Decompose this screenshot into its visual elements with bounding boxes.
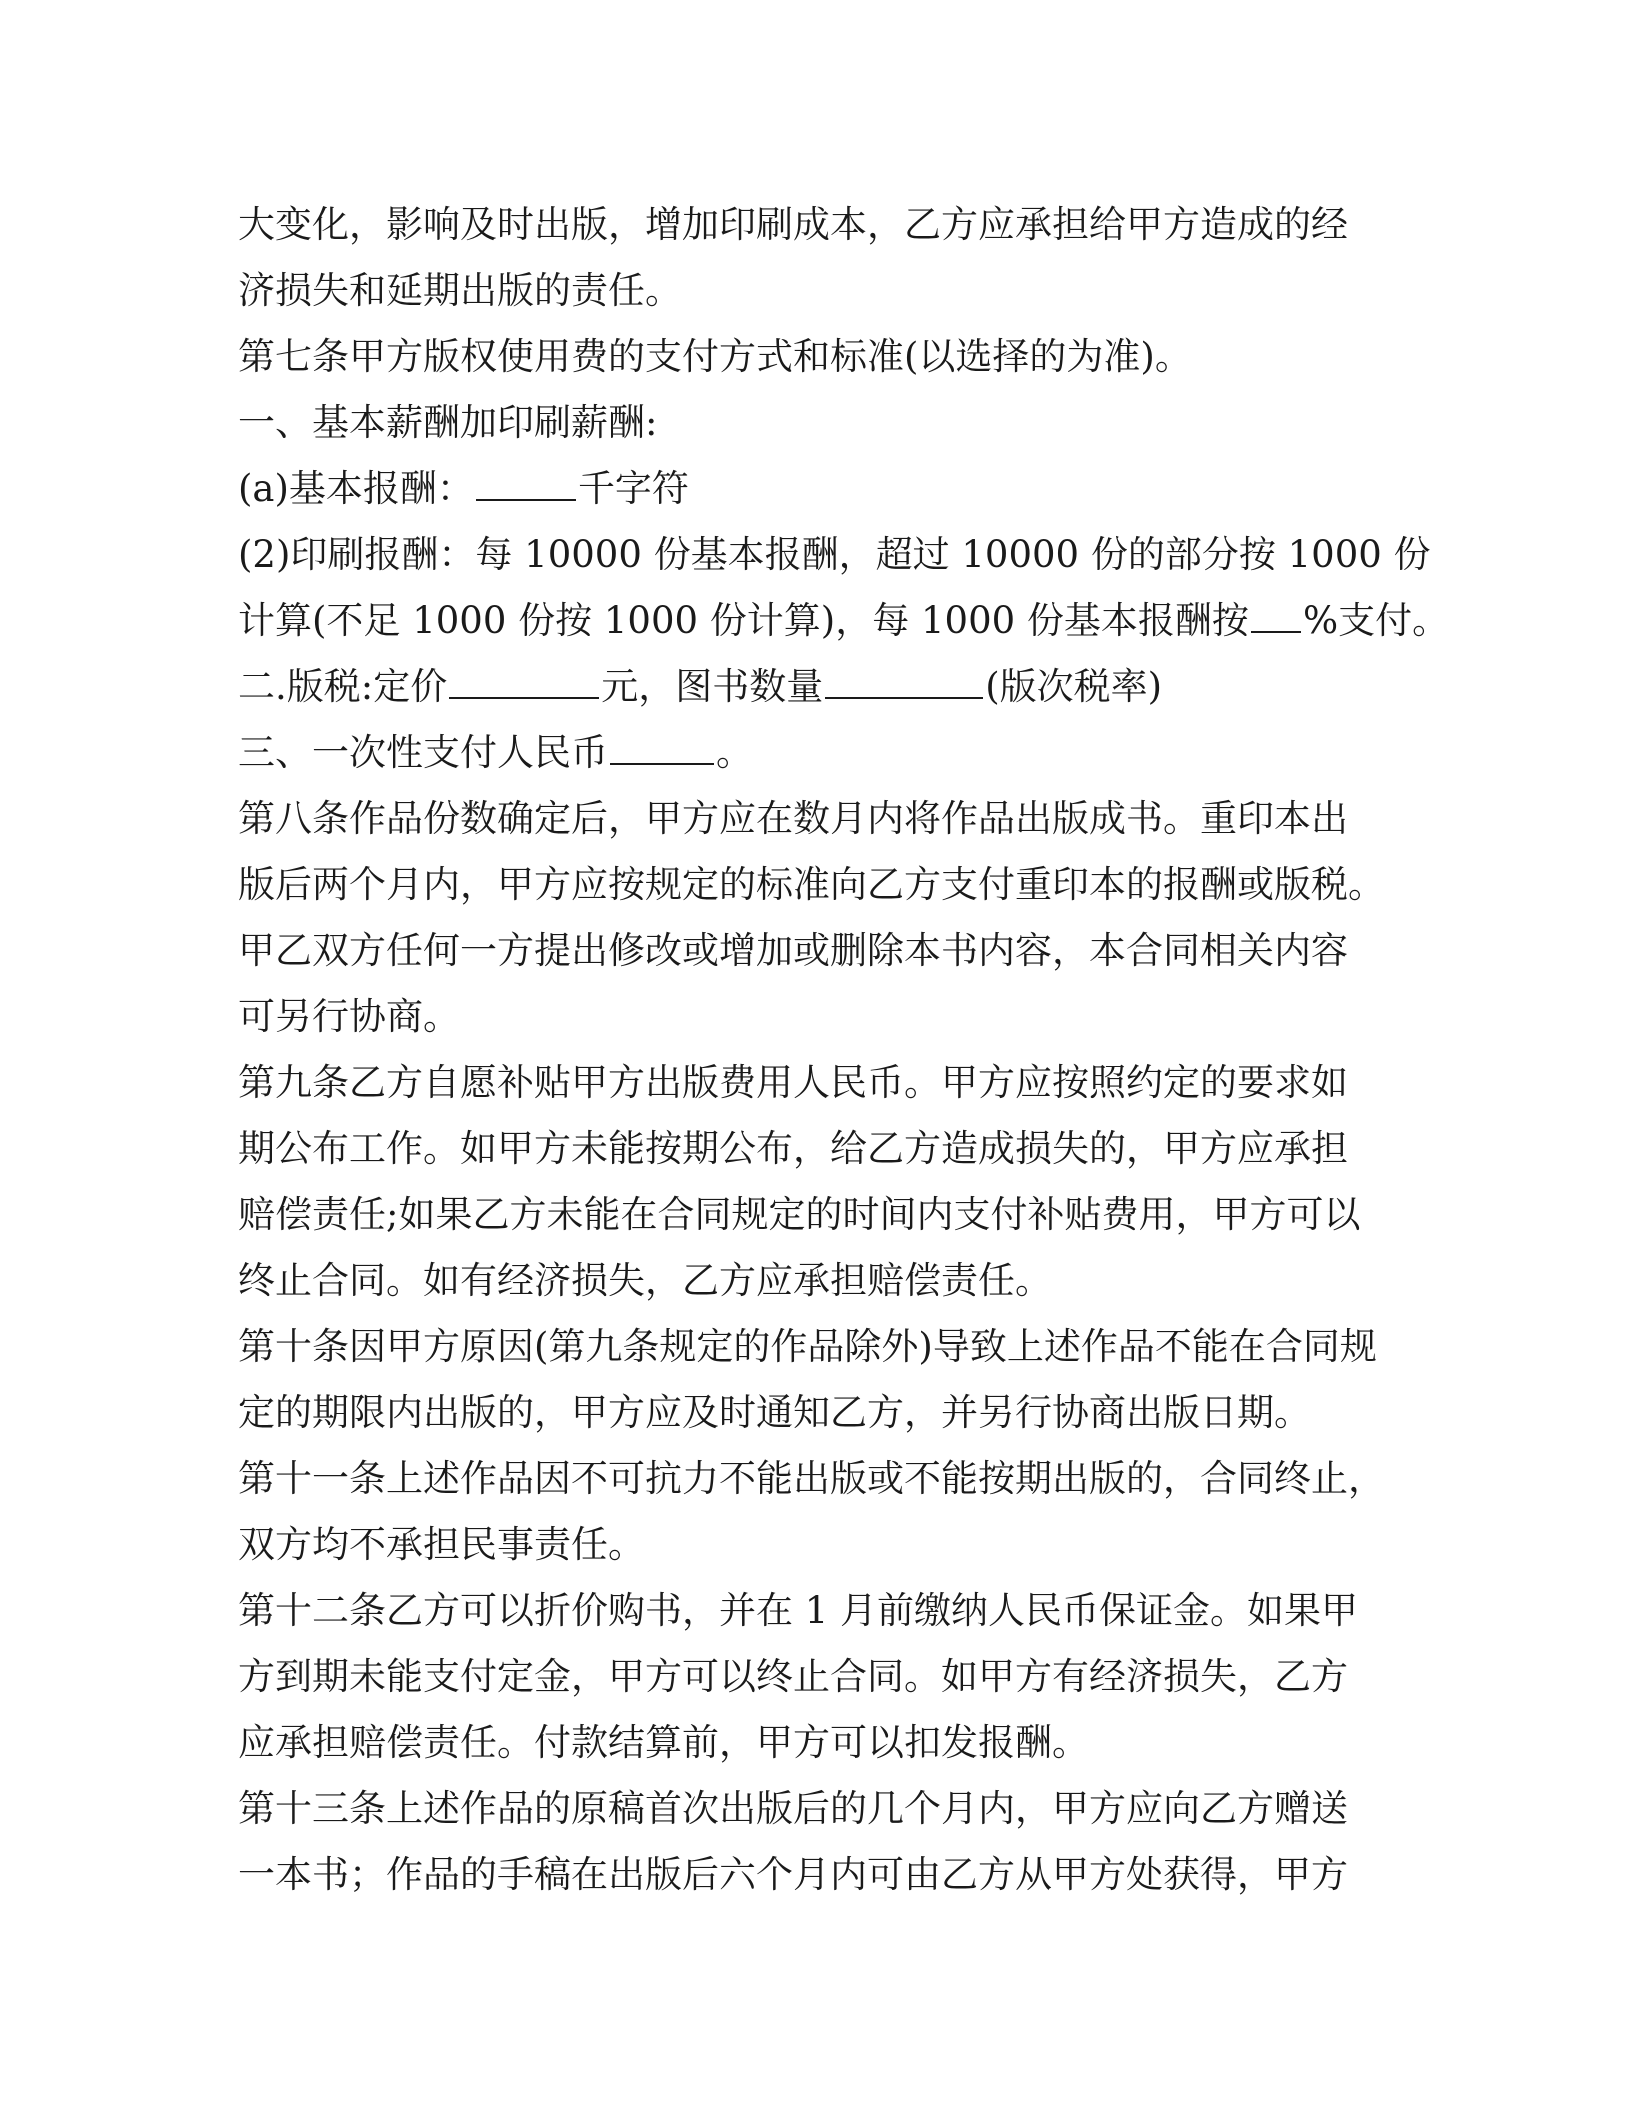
- article-7-heading: 第七条甲方版权使用费的支付方式和标准(以选择的为准)。: [238, 335, 1192, 378]
- text-line: 第十一条上述作品因不可抗力不能出版或不能按期出版的，合同终止，: [238, 1457, 1385, 1500]
- lump-sum-line: [238, 720, 1388, 786]
- text-line: 定的期限内出版的，甲方应及时通知乙方，并另行协商出版日期。: [238, 1391, 1311, 1434]
- percent-blank[interactable]: [1251, 599, 1301, 633]
- text-line: 可另行协商。: [238, 995, 460, 1038]
- text-line: 第八条作品份数确定后，甲方应在数月内将作品出版成书。重印本出: [238, 797, 1348, 840]
- royalty-line: [238, 654, 1388, 720]
- text-line: 甲乙双方任何一方提出修改或增加或删除本书内容，本合同相关内容: [238, 929, 1348, 972]
- basic-fee-unit: 千字符: [577, 467, 689, 510]
- print-fee-line: [238, 588, 1450, 654]
- text-line: 应承担赔偿责任。付款结算前，甲方可以扣发报酬。: [238, 1721, 1089, 1764]
- text-line: 第九条乙方自愿补贴甲方出版费用人民币。甲方应按照约定的要求如: [238, 1061, 1348, 1104]
- basic-fee-blank[interactable]: [476, 467, 576, 501]
- text-line: 第十三条上述作品的原稿首次出版后的几个月内，甲方应向乙方赠送: [238, 1787, 1348, 1830]
- text-line: 双方均不承担民事责任。: [238, 1523, 645, 1566]
- royalty-rate-label: (版次税率): [985, 665, 1163, 708]
- text-line: 第十条因甲方原因(第九条规定的作品除外)导致上述作品不能在合同规: [238, 1325, 1377, 1368]
- text-line: 终止合同。如有经济损失，乙方应承担赔偿责任。: [238, 1259, 1052, 1302]
- text-line: 济损失和延期出版的责任。: [238, 269, 682, 312]
- lump-sum-end: 。: [716, 731, 753, 774]
- text-line: 版后两个月内，甲方应按规定的标准向乙方支付重印本的报酬或版税。: [238, 863, 1385, 906]
- print-fee-unit: %支付。: [1302, 599, 1450, 642]
- quantity-blank[interactable]: [825, 665, 983, 699]
- quantity-label: 元，图书数量: [601, 665, 824, 708]
- basic-fee-label: (a)基本报酬：: [238, 467, 474, 510]
- text-line: 一、基本薪酬加印刷薪酬:: [238, 401, 658, 444]
- text-line: 赔偿责任;如果乙方未能在合同规定的时间内支付补贴费用，甲方可以: [238, 1193, 1361, 1236]
- lump-sum-label: 三、一次性支付人民币: [238, 731, 608, 774]
- print-fee-label: 计算(不足 1000 份按 1000 份计算)，每 1000 份基本报酬按: [238, 599, 1249, 642]
- text-line: 期公布工作。如甲方未能按期公布，给乙方造成损失的，甲方应承担: [238, 1127, 1348, 1170]
- price-blank[interactable]: [449, 665, 599, 699]
- text-line: 第十二条乙方可以折价购书，并在 1 月前缴纳人民币保证金。如果甲: [238, 1589, 1359, 1632]
- basic-fee-line: [238, 456, 1388, 522]
- lump-sum-blank[interactable]: [610, 731, 714, 765]
- text-line: 一本书；作品的手稿在出版后六个月内可由乙方从甲方处获得，甲方: [238, 1853, 1348, 1896]
- text-line: 方到期未能支付定金，甲方可以终止合同。如甲方有经济损失，乙方: [238, 1655, 1348, 1698]
- document-body: [238, 192, 1450, 1908]
- royalty-label: 二.版税:定价: [238, 665, 448, 708]
- text-line: (2)印刷报酬：每 10000 份基本报酬，超过 10000 份的部分按 1000 份: [238, 533, 1431, 576]
- text-line: 大变化，影响及时出版，增加印刷成本，乙方应承担给甲方造成的经: [238, 203, 1348, 246]
